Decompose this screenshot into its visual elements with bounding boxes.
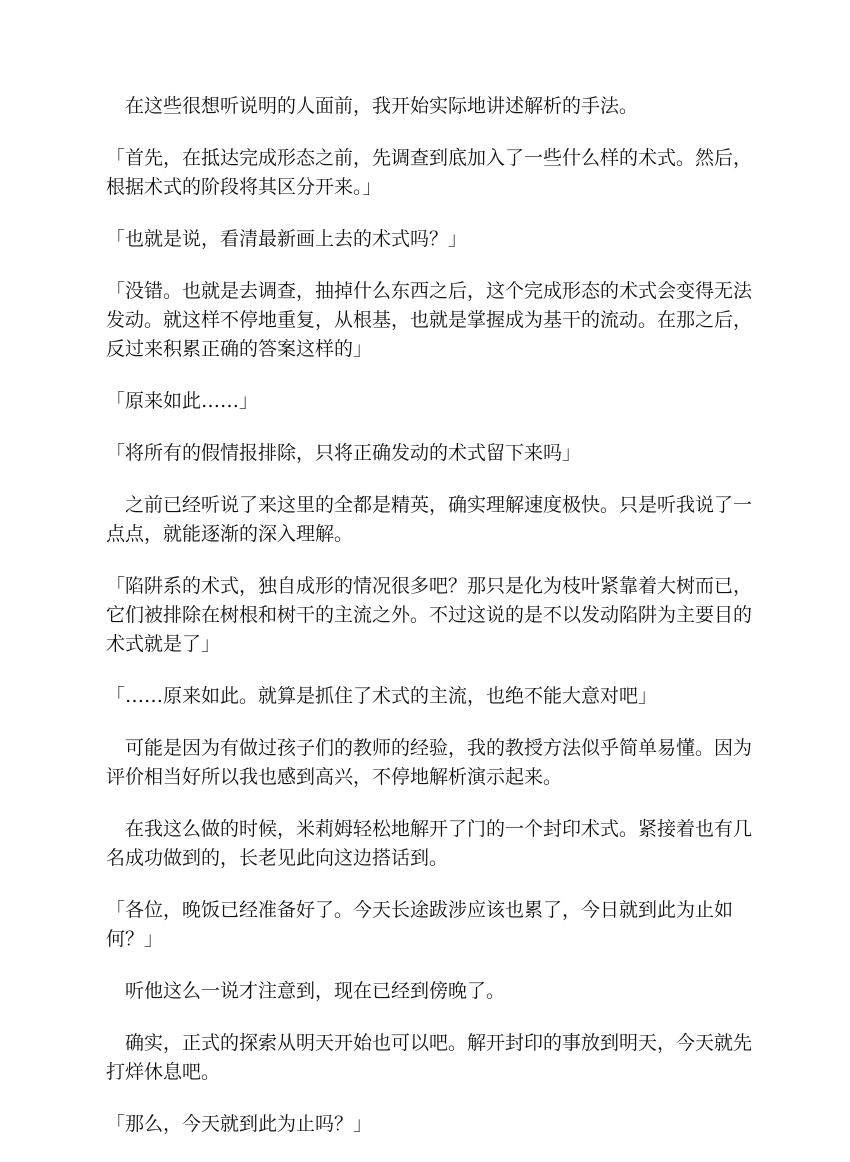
paragraph-dialogue: 「将所有的假情报排除，只将正确发动的术式留下来吗」 [106, 442, 582, 464]
paragraph-dialogue: 「各位，晚饭已经准备好了。今天长途跋涉应该也累了，今日就到此为止如何？」 [106, 899, 734, 950]
paragraph-dialogue: 「那么，今天就到此为止吗？」 [106, 1113, 373, 1135]
paragraph-dialogue: 「……原来如此。就算是抓住了术式的主流，也绝不能大意对吧」 [106, 685, 658, 707]
paragraph-dialogue: 「首先，在抵达完成形态之前，先调查到底加入了一些什么样的术式。然后，根据术式的阶段将其区分开来。」 [106, 147, 753, 198]
paragraph-dialogue: 「也就是说，看清最新画上去的术式吗？」 [106, 228, 468, 250]
paragraph-narration: 在这些很想听说明的人面前，我开始实际地讲述解析的手法。 [125, 95, 639, 117]
paragraph-narration: 听他这么一说才注意到，现在已经到傍晚了。 [125, 980, 506, 1002]
paragraph-dialogue: 「没错。也就是去调查，抽掉什么东西之后，这个完成形态的术式会变得无法发动。就这样不停地重复，从根基，也就是掌握成为基干的流动。在那之后，反过来积累正确的答案这样的」 [106, 280, 753, 360]
paragraph-narration: 确实，正式的探索从明天开始也可以吧。解开封印的事放到明天，今天就先打烊休息吧。 [106, 1032, 753, 1083]
paragraph-narration: 可能是因为有做过孩子们的教师的经验，我的教授方法似乎简单易懂。因为评价相当好所以我也感到高兴，不停地解析演示起来。 [106, 737, 753, 788]
paragraph-narration: 之前已经听说了来这里的全都是精英，确实理解速度极快。只是听我说了一点点，就能逐渐的深入理解。 [106, 494, 753, 545]
paragraph-dialogue: 「陷阱系的术式，独自成形的情况很多吧？那只是化为枝叶紧靠着大树而已，它们被排除在树根和树干的主流之外。不过这说的是不以发动陷阱为主要目的术式就是了」 [106, 575, 753, 655]
document-page [106, 92, 754, 1162]
paragraph-narration: 在我这么做的时候，米莉姆轻松地解开了门的一个封印术式。紧接着也有几名成功做到的，长老见此向这边搭话到。 [106, 818, 753, 869]
paragraph-dialogue: 「原来如此……」 [106, 390, 259, 412]
